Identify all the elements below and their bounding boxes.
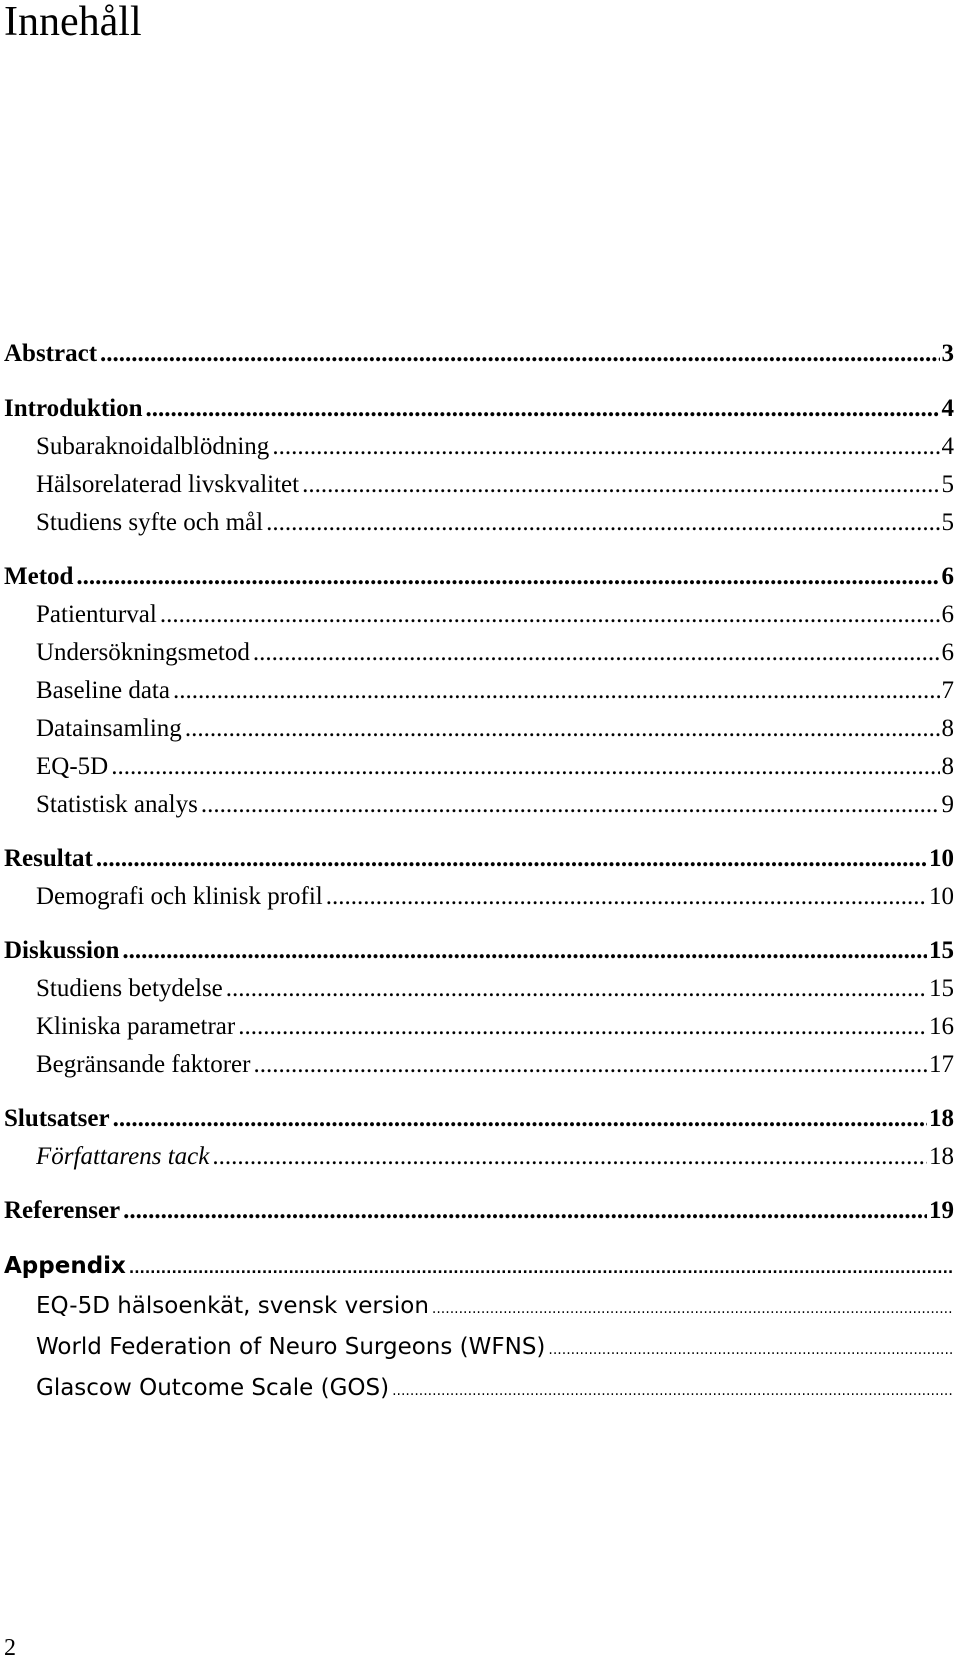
- toc-entry-page: 8: [941, 715, 954, 742]
- toc-entry-page: 6: [941, 601, 954, 628]
- toc-entry-abstract[interactable]: [4, 337, 954, 371]
- dot-leader: [122, 934, 927, 968]
- toc-entry-label: Studiens betydelse: [36, 975, 223, 1002]
- dot-leader: [146, 392, 940, 426]
- dot-leader: [113, 1102, 927, 1136]
- page-title: Innehåll: [4, 0, 142, 45]
- toc-entry-page: 8: [941, 753, 954, 780]
- dot-leader: [266, 506, 939, 540]
- dot-leader: [129, 1252, 952, 1283]
- toc-entry-label: Hälsorelaterad livskvalitet: [36, 471, 300, 498]
- toc-entry-studiens-betydelse[interactable]: [36, 972, 954, 1006]
- toc-entry-label: Subaraknoidalblödning: [36, 433, 270, 460]
- toc-entry-page: 17: [929, 1051, 954, 1078]
- toc-entry-subaraknoidalblodning[interactable]: [36, 430, 954, 464]
- toc-entry-page: 10: [929, 883, 954, 910]
- toc-entry-page: 4: [941, 433, 954, 460]
- toc-entry-label: Appendix: [4, 1253, 126, 1279]
- toc-entry-eq-5d-halsoenkat[interactable]: [36, 1289, 954, 1323]
- toc-entry-label: Baseline data: [36, 677, 170, 704]
- dot-leader: [326, 880, 927, 914]
- toc-entry-statistisk-analys[interactable]: [36, 788, 954, 822]
- toc-entry-page: 6: [941, 563, 954, 590]
- toc-entry-wfns[interactable]: [36, 1330, 954, 1364]
- dot-leader: [302, 468, 939, 502]
- toc-entry-page: 4: [941, 395, 954, 422]
- toc-entry-label: EQ-5D hälsoenkät, svensk version: [36, 1293, 429, 1319]
- toc-entry-label: Statistisk analys: [36, 791, 198, 818]
- toc-entry-page: 16: [929, 1013, 954, 1040]
- dot-leader: [392, 1374, 952, 1405]
- dot-leader: [226, 972, 927, 1006]
- toc-entry-page: 7: [941, 677, 954, 704]
- dot-leader: [253, 1048, 927, 1082]
- dot-leader: [100, 337, 939, 371]
- toc-entry-page: 9: [941, 791, 954, 818]
- toc-entry-label: Metod: [4, 563, 74, 590]
- toc-entry-page: 15: [929, 975, 954, 1002]
- toc-entry-eq-5d[interactable]: [36, 750, 954, 784]
- toc-entry-label: Referenser: [4, 1197, 121, 1224]
- page-number: 2: [4, 1635, 16, 1661]
- toc-entry-label: Slutsatser: [4, 1105, 110, 1132]
- toc-entry-patienturval[interactable]: [36, 598, 954, 632]
- dot-leader: [160, 598, 940, 632]
- toc-entry-label: Introduktion: [4, 395, 143, 422]
- dot-leader: [111, 750, 939, 784]
- toc-entry-page: 10: [929, 845, 954, 872]
- toc-entry-label: Diskussion: [4, 937, 120, 964]
- toc-entry-label: Studiens syfte och mål: [36, 509, 264, 536]
- toc-entry-page: 19: [929, 1197, 954, 1224]
- toc-entry-halsorelaterad-livskvalitet[interactable]: [36, 468, 954, 502]
- toc-entry-page: 6: [941, 639, 954, 666]
- toc-entry-begransande-faktorer[interactable]: [36, 1048, 954, 1082]
- toc-entry-label: Begränsande faktorer: [36, 1051, 251, 1078]
- toc-entry-slutsatser[interactable]: [4, 1102, 954, 1136]
- toc-entry-introduktion[interactable]: [4, 392, 954, 426]
- toc-entry-datainsamling[interactable]: [36, 712, 954, 746]
- toc-entry-label: Glascow Outcome Scale (GOS): [36, 1375, 390, 1401]
- toc-entry-label: World Federation of Neuro Surgeons (WFNS): [36, 1334, 546, 1360]
- toc-entry-forfattarens-tack[interactable]: [36, 1140, 954, 1174]
- toc-entry-metod[interactable]: [4, 560, 954, 594]
- toc-entry-label: Kliniska parametrar: [36, 1013, 236, 1040]
- toc-entry-page: 5: [941, 509, 954, 536]
- toc-entry-page: 18: [929, 1105, 954, 1132]
- toc-entry-label: Resultat: [4, 845, 93, 872]
- dot-leader: [76, 560, 939, 594]
- dot-leader: [123, 1194, 927, 1228]
- toc-entry-baseline-data[interactable]: [36, 674, 954, 708]
- dot-leader: [548, 1333, 952, 1364]
- toc-entry-resultat[interactable]: [4, 842, 954, 876]
- toc-entry-studiens-syfte[interactable]: [36, 506, 954, 540]
- dot-leader: [201, 788, 940, 822]
- toc-entry-label: Patienturval: [36, 601, 157, 628]
- toc-entry-appendix[interactable]: [4, 1249, 954, 1283]
- toc-entry-page: 15: [929, 937, 954, 964]
- toc-entry-diskussion[interactable]: [4, 934, 954, 968]
- toc-entry-gos[interactable]: [36, 1371, 954, 1405]
- toc-entry-label: Datainsamling: [36, 715, 182, 742]
- toc-entry-referenser[interactable]: [4, 1194, 954, 1228]
- toc-entry-label: Abstract: [4, 340, 98, 367]
- toc-entry-page: 5: [941, 471, 954, 498]
- toc-entry-label: EQ-5D: [36, 753, 109, 780]
- toc-entry-undersokningsmetod[interactable]: [36, 636, 954, 670]
- toc-entry-page: 3: [941, 340, 954, 367]
- dot-leader: [173, 674, 940, 708]
- dot-leader: [96, 842, 927, 876]
- dot-leader: [185, 712, 940, 746]
- dot-leader: [253, 636, 940, 670]
- toc-entry-demografi[interactable]: [36, 880, 954, 914]
- dot-leader: [432, 1292, 952, 1323]
- toc-entry-label: Författarens tack: [36, 1143, 210, 1170]
- toc-entry-kliniska-parametrar[interactable]: [36, 1010, 954, 1044]
- dot-leader: [272, 430, 939, 464]
- toc-entry-label: Undersökningsmetod: [36, 639, 250, 666]
- dot-leader: [212, 1140, 927, 1174]
- dot-leader: [238, 1010, 927, 1044]
- toc-entry-page: 18: [929, 1143, 954, 1170]
- toc-entry-label: Demografi och klinisk profil: [36, 883, 323, 910]
